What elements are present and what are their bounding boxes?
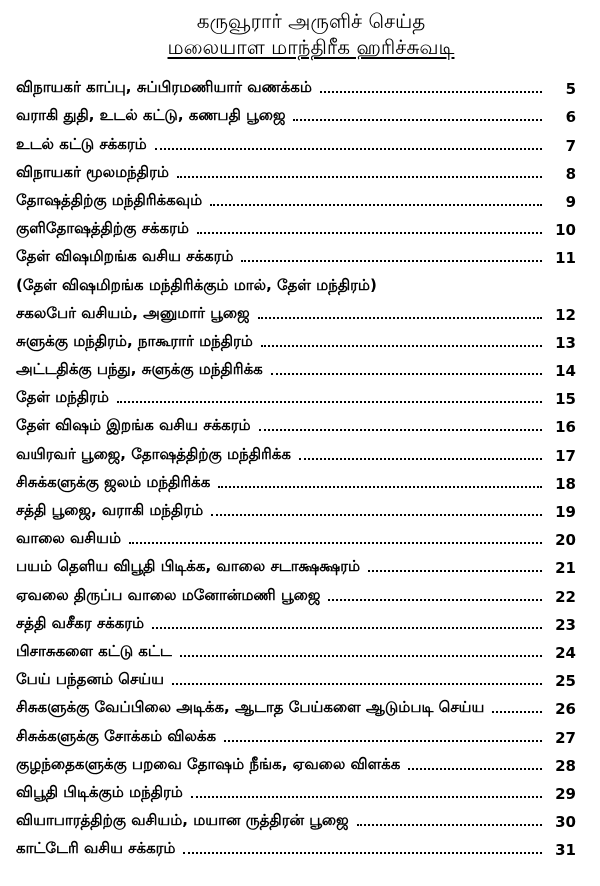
dot-leader (183, 852, 542, 854)
toc-row (16, 408, 576, 436)
toc-entry-title: விநாயகர் காப்பு, சுப்பிரமணியார் வணக்கம் (16, 78, 312, 97)
toc-row (16, 70, 576, 98)
dot-leader (197, 232, 542, 234)
toc-row (16, 634, 576, 662)
toc-entry-title: வியாபாரத்திற்கு வசியம், மயான ருத்திரன் பூஜை (16, 811, 349, 830)
dot-leader (211, 514, 542, 516)
toc-row (16, 267, 576, 295)
toc-row (16, 126, 576, 154)
toc-page-number: 18 (555, 474, 576, 493)
toc-row (16, 296, 576, 324)
toc-entry-title: காட்டேரி வசிய சக்கரம் (16, 839, 176, 858)
toc-page-number: 19 (555, 503, 576, 521)
toc-row (16, 662, 576, 690)
toc-row (16, 380, 576, 408)
dot-leader (357, 824, 542, 826)
dot-leader (191, 796, 542, 798)
dot-leader (241, 260, 542, 262)
toc-page-number: 20 (555, 531, 576, 550)
toc-page-number: 15 (555, 390, 576, 409)
toc-page-number: 9 (565, 192, 576, 211)
dot-leader (218, 486, 542, 488)
toc-entry-title: வாலை வசியம் (16, 529, 122, 548)
toc-page-number: 16 (555, 418, 576, 437)
dot-leader (293, 119, 542, 121)
toc-row (16, 831, 576, 859)
toc-entry-title: விபூதி பிடிக்கும் மந்திரம் (16, 782, 183, 801)
toc-entry-title: சிசுக்களுக்கு சோக்கம் விலக்க (16, 726, 217, 745)
toc-entry-title: சத்தி வசீகர சக்கரம் (16, 613, 145, 632)
toc-entry-title: ஏவலை திருப்ப வாலை மனோன்மணி பூஜை (16, 585, 321, 604)
dot-leader (271, 373, 542, 375)
toc-entry-title: பேய் பந்தனம் செய்ய (16, 670, 164, 689)
toc-entry-title: வயிரவர் பூஜை, தோஷத்திற்கு மந்திரிக்க (16, 444, 291, 463)
toc-entry-title: குளிதோஷத்திற்கு சக்கரம் (16, 219, 189, 238)
toc-entry-title: குழந்தைகளுக்கு பறவை தோஷம் நீங்க, ஏவலை விளக்க (16, 754, 401, 773)
toc-page-number: 12 (555, 305, 576, 324)
toc-row (16, 549, 576, 577)
toc-page-number: 27 (555, 728, 576, 747)
toc-row (16, 352, 576, 380)
toc-entry-title: தேள் மந்திரம் (16, 388, 109, 407)
toc-row (16, 493, 576, 521)
dot-leader (259, 429, 542, 431)
dot-leader (210, 204, 542, 206)
toc-page-number: 21 (555, 559, 576, 578)
toc-page-number: 24 (555, 643, 576, 662)
toc-row (16, 606, 576, 634)
toc-entry-title: உடல் கட்டு சக்கரம் (16, 134, 147, 153)
toc-page-number: 25 (555, 672, 576, 691)
dot-leader (224, 740, 542, 742)
dot-leader (368, 570, 542, 572)
toc-entry-title: தேள் விஷம் இறங்க வசிய சக்கரம் (16, 416, 251, 435)
dot-leader (328, 599, 542, 601)
toc-row (16, 577, 576, 605)
toc-row (16, 98, 576, 126)
toc-entry-title: (தேள் விஷமிறங்க மந்திரிக்கும் மால், தேள் மந்திரம்) (16, 275, 377, 294)
toc-page-number: 7 (565, 136, 576, 155)
toc-row (16, 155, 576, 183)
dot-leader (155, 148, 542, 150)
toc-page-number: 22 (555, 587, 576, 606)
dot-leader (320, 91, 542, 93)
toc-entry-title: சிசுகளுக்கு வேப்பிலை அடிக்க, ஆடாத பேய்களை ஆடும்படி செய்ய (16, 698, 485, 717)
toc-entry-title: வராகி துதி, உடல் கட்டு, கணபதி பூஜை (16, 106, 286, 125)
dot-leader (117, 401, 542, 403)
toc-row (16, 324, 576, 352)
toc-row (16, 775, 576, 803)
toc-row (16, 718, 576, 746)
toc-entry-title: அட்டதிக்கு பந்து, சுளுக்கு மந்திரிக்க (16, 360, 263, 379)
toc-row (16, 521, 576, 549)
toc-row (16, 465, 576, 493)
toc-page-number: 30 (555, 813, 576, 832)
toc-entry-title: பயம் தெளிய விபூதி பிடிக்க, வாலை சடாக்ஷக்ஷரம் (16, 557, 361, 576)
table-of-contents (16, 70, 576, 859)
toc-row (16, 211, 576, 239)
toc-row (16, 690, 576, 718)
toc-entry-title: சுளுக்கு மந்திரம், நாகூரார் மந்திரம் (16, 331, 253, 350)
toc-row (16, 436, 576, 464)
toc-page-number: 14 (555, 362, 576, 381)
dot-leader (299, 458, 542, 460)
toc-entry-title: தோஷத்திற்கு மந்திரிக்கவும் (16, 190, 203, 209)
toc-page-number: 31 (555, 841, 576, 860)
dot-leader (129, 542, 542, 544)
toc-page-number: 23 (555, 615, 576, 634)
toc-entry-title: சிசுக்களுக்கு ஜலம் மந்திரிக்க (16, 472, 211, 491)
toc-row (16, 183, 576, 211)
toc-entry-title: தேள் விஷமிறங்க வசிய சக்கரம் (16, 247, 234, 266)
dot-leader (492, 711, 542, 713)
header (46, 8, 576, 60)
toc-page-number: 10 (555, 221, 576, 240)
dot-leader (261, 345, 542, 347)
book-title: கருவூரார் அருளிச் செய்த (196, 9, 426, 33)
toc-page-number: 29 (555, 784, 576, 803)
toc-page-number: 26 (555, 700, 576, 719)
dot-leader (258, 317, 542, 319)
toc-row (16, 747, 576, 775)
dot-leader (177, 176, 542, 178)
toc-page-number: 11 (555, 249, 576, 268)
toc-page-number: 5 (565, 80, 576, 99)
dot-leader (172, 683, 542, 685)
toc-entry-title: சத்தி பூஜை, வராகி மந்திரம் (16, 501, 204, 519)
toc-page-number: 17 (555, 446, 576, 465)
toc-page-number: 6 (565, 108, 576, 127)
book-subtitle: மலையாள மாந்திரீக ஹரிச்சுவடி (167, 35, 455, 59)
toc-page-number: 8 (565, 164, 576, 183)
toc-entry-title: சகலபேர் வசியம், அனுமார் பூஜை (16, 303, 250, 322)
toc-entry-title: விநாயகர் மூலமந்திரம் (16, 162, 169, 181)
dot-leader (152, 627, 542, 629)
toc-entry-title: பிசாசுகளை கட்டு கட்ட (16, 641, 172, 660)
dot-leader (408, 768, 542, 770)
toc-page-number: 28 (555, 756, 576, 775)
toc-row (16, 239, 576, 267)
toc-row (16, 803, 576, 831)
dot-leader (180, 655, 542, 657)
toc-page-number: 13 (555, 333, 576, 352)
